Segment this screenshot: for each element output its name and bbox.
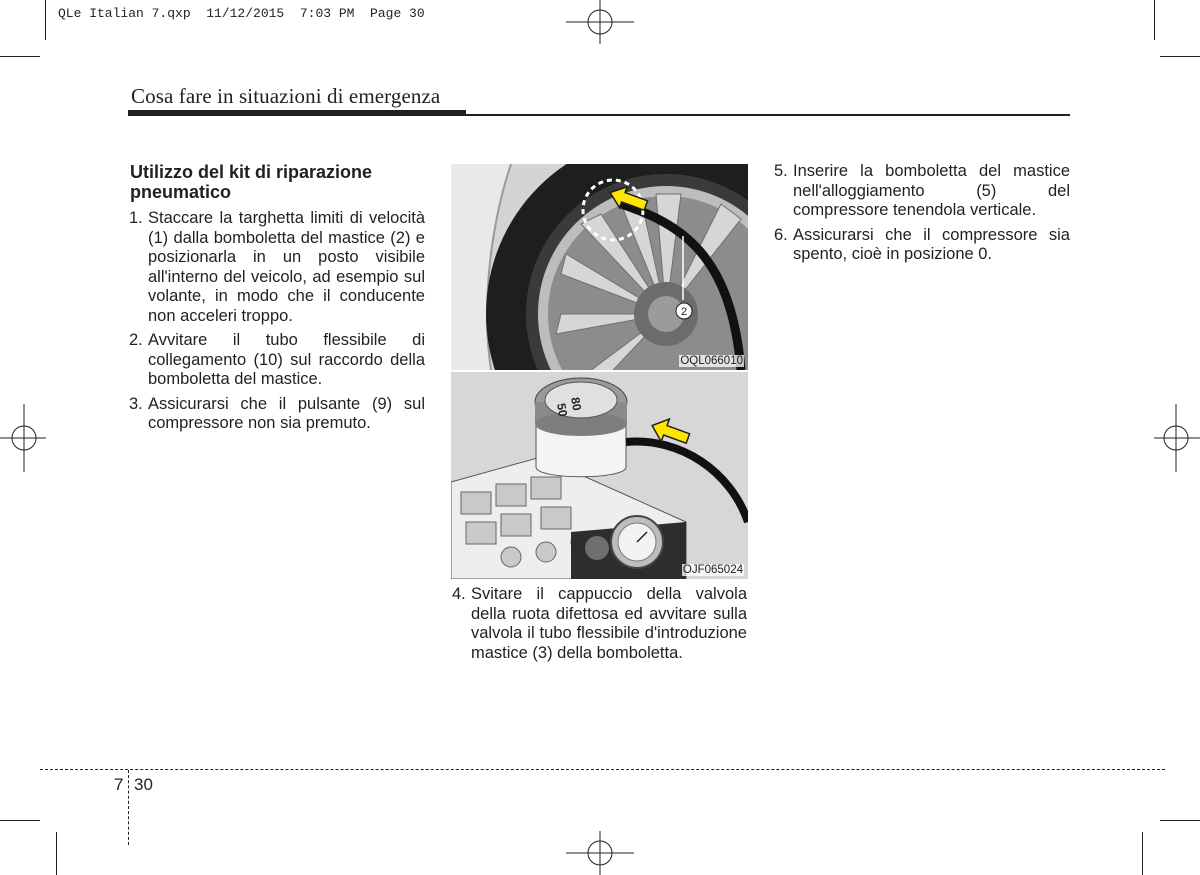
crop-mark	[1160, 56, 1200, 57]
step-number: 3.	[129, 394, 143, 413]
header-rule-thick	[128, 110, 466, 116]
steps-column-2	[452, 585, 747, 668]
crop-mark	[56, 832, 57, 875]
registration-mark-right	[1154, 400, 1200, 476]
figure-code: OQL066010	[680, 355, 743, 367]
header-rule-thin	[466, 114, 1070, 116]
crop-mark	[1160, 820, 1200, 821]
gauge-label-top: 80	[568, 396, 585, 412]
step-text: Svitare il cappuccio della valvola della ruota difettosa ed avvitare sulla valvola il tubo flessibile d'introduzione mastice (3) della bomboletta.	[471, 585, 747, 662]
chapter-header: Cosa fare in situazioni di emergenza	[131, 84, 441, 108]
step-item	[129, 331, 425, 390]
page-number: 30	[134, 775, 153, 794]
callout-number: 2	[680, 306, 688, 318]
figure-wheel-valve	[451, 164, 748, 370]
step-item	[774, 162, 1070, 221]
step-text: Inserire la bomboletta del mastice nell'alloggiamento (5) del compressore tenendola verticale.	[793, 162, 1070, 219]
footer-divider	[128, 770, 129, 845]
crop-mark	[0, 820, 40, 821]
registration-mark-bottom	[562, 831, 638, 875]
step-text: Assicurarsi che il compressore sia spento, cioè in posizione 0.	[793, 225, 1070, 263]
compressor-illustration	[451, 372, 748, 579]
step-number: 6.	[774, 225, 788, 244]
figure-sealant-compressor	[451, 372, 748, 579]
step-item	[129, 209, 425, 326]
step-number: 4.	[452, 585, 466, 603]
registration-mark-top	[562, 0, 638, 44]
step-number: 5.	[774, 162, 788, 180]
step-text: Assicurarsi che il pulsante (9) sul compressore non sia premuto.	[148, 394, 425, 432]
registration-mark-left	[0, 400, 46, 476]
steps-column-3	[774, 162, 1070, 270]
gauge-label-bottom: 50	[554, 402, 571, 418]
wheel-illustration	[451, 164, 748, 370]
figure-code: OJF065024	[682, 564, 743, 576]
step-item	[452, 585, 747, 663]
steps-column-1	[129, 209, 425, 439]
crop-mark	[1142, 832, 1143, 875]
section-title: Utilizzo del kit di riparazione pneumatico	[130, 162, 373, 202]
crop-mark	[45, 0, 46, 40]
footer-rule	[40, 769, 1165, 770]
crop-mark	[0, 56, 40, 57]
step-number: 1.	[129, 209, 143, 227]
step-text: Avvitare il tubo flessibile di collegamento (10) sul raccordo della bomboletta del mastice.	[148, 331, 425, 388]
chapter-number: 7	[114, 775, 124, 794]
print-slug: QLe Italian 7.qxp 11/12/2015 7:03 PM Page 30	[58, 6, 425, 21]
step-item	[774, 226, 1070, 265]
step-text: Staccare la targhetta limiti di velocità (1) dalla bomboletta del mastice (2) e posizionarla in un posto visibile all'interno del veicolo, ad esempio sul volante, in modo che il conducente non acceleri troppo.	[148, 209, 425, 325]
crop-mark	[1154, 0, 1155, 40]
step-number: 2.	[129, 331, 143, 349]
step-item	[129, 395, 425, 434]
